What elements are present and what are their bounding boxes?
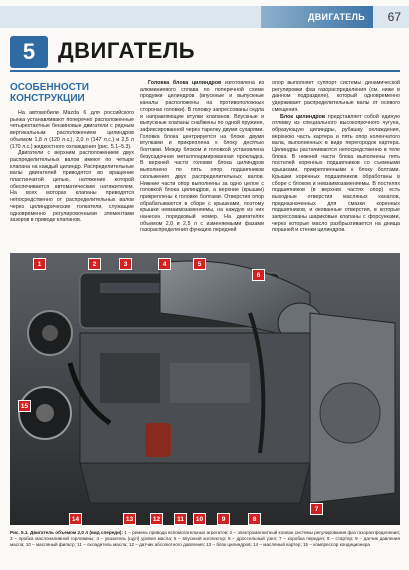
paragraph: Двигатели с верхним расположением двух распределительных валов имеют по четыре клапана на каждый цилиндр. Распределительные валы двигателей приводятся во вращение пластинчатой цепью, натяжение которой обеспечивается автоматическим натяжителем. На всех моторах клапаны приводятся непосредственно от распределительных валов через цилиндрические толкатели, служащие одновременно регулировочными элементами зазоров в приводе клапанов.: [10, 150, 134, 224]
section-header-bar: [0, 6, 409, 28]
text-column-2: [140, 80, 264, 234]
text-column-1: [10, 80, 134, 224]
callout-5: 5: [193, 258, 206, 270]
callout-9: 9: [217, 513, 230, 525]
callout-6: 6: [252, 269, 265, 281]
callout-10: 10: [193, 513, 206, 525]
callout-4: 4: [158, 258, 171, 270]
figure-caption: [10, 530, 400, 548]
caption-lead: Рис. 5.1. Двигатель объемом 2,0 л (вид спереди):: [10, 530, 123, 535]
paragraph-lead: Головка блока цилиндров: [148, 80, 222, 86]
caption-body: 1 – ремень привода вспомогательных агрегатов; 2 – электромагнитный клапан системы регулирования фаз газораспределения; 3 – пробка маслоналивной горловины; 4 – указатель (щуп) уровня масла; 5 – впускной коллектор; 6 – дроссельный узел; 7 – коробка передач; 8 – стартер; 9 – датчик давления масла; 10 – масляный фильтр; 11 – охладитель масла; 12 – датчик абсолютного давления; 13 – блок цилиндров; 14 – масляный картер; 15 – компрессор кондиционера: [10, 530, 400, 547]
callout-7: 7: [310, 503, 323, 515]
chapter-divider: [10, 70, 400, 72]
engine-illustration: [10, 253, 400, 525]
chapter-number-badge: 5: [10, 36, 48, 68]
callout-8: 8: [248, 513, 261, 525]
callout-15: 15: [18, 400, 31, 412]
callout-1: 1: [33, 258, 46, 270]
engine-photo: [10, 253, 400, 525]
section-label: ДВИГАТЕЛЬ: [261, 6, 373, 28]
callout-13: 13: [123, 513, 136, 525]
page-number: 67: [387, 10, 401, 24]
paragraph: [272, 114, 400, 235]
callout-2: 2: [88, 258, 101, 270]
paragraph: На автомобили Mazda 6 для российского рынка устанавливают поперечно расположенные четырехтактные бензиновые двигатели с рядным вертикальным расположением цилиндров объемом 1,8 л (120 л.с.), 2,0 л (147 л.с.) и 2,5 л (170 л.с.) жидкостного охлаждения (рис. 5.1–5.3).: [10, 110, 134, 150]
section-title: ОСОБЕННОСТИ КОНСТРУКЦИИ: [10, 82, 89, 104]
paragraph-body: представляет собой единую отливку из специального высокопрочного чугуна, образующую цилиндры, рубашку охлаждения, верхнюю часть картера и пять опор коленчатого вала, выполненных в виде перегородок картера. Цилиндры растачиваются непосредственно в теле блока. В нижней части блока выполнены пять постелей коренных подшипников со съемными крышками, прикрепленными к блоку болтами. Крышки коренных подшипников обработаны в сборе с блоком и невзаимозаменяемы. В постелях подшипников (в верхних частях опор) есть выходные отверстия масляных каналов, предназначенных для смазки коренных подшипников, и окованные отверстия, в которые запрессованы шариковые клапаны с форсунками, через которые масло разбрызгивается на днища поршней и стенки цилиндров.: [272, 113, 400, 234]
paragraph-body: изготовлена из алюминиевого сплава по поперечной схеме продувки цилиндров (впускные и выпускные каналы расположены на противоположных сторонах головки). В головку запрессованы седла и направляющие втулки клапанов. Впускные и выпускные клапаны снабжены по одной пружине, зафиксированной через тарелку двумя сухарями. Головка блока центрируется на блоке двумя втулками и прикреплена к блоку десятью болтами. Между блоком и головкой установлена безусадочная металлоармированная прокладка. В верхней части головки блока цилиндров выполнено по пять опор подшипников скольжения двух распределительных валов. Нижние части опор выполнены за одно целое с головкой блока цилиндров, а верхние (крышки) прикреплены к головке болтами. Отверстия опор обрабатываются в сборе с крышками, поэтому крышки невзаимозаменяемы, на каждую из них нанесен порядковый номер. На двигателях объемом 2,0 и 2,5 л с изменяемыми фазами газораспределения функцию передней: [140, 80, 265, 234]
callout-3: 3: [119, 258, 132, 270]
paragraph-lead: Блок цилиндров: [280, 113, 326, 120]
callout-14: 14: [69, 513, 82, 525]
callout-12: 12: [150, 513, 163, 525]
text-column-3: [272, 80, 400, 234]
callout-11: 11: [174, 513, 187, 525]
chapter-title: ДВИГАТЕЛЬ: [58, 38, 196, 63]
paragraph: опор выполняет суппорт системы динамической регулировки фаз газораспределения (см. ниже в данном подразделе), который одновременно удерживает распределительные валы от осевого смещения.: [272, 80, 400, 113]
paragraph: [140, 80, 264, 234]
